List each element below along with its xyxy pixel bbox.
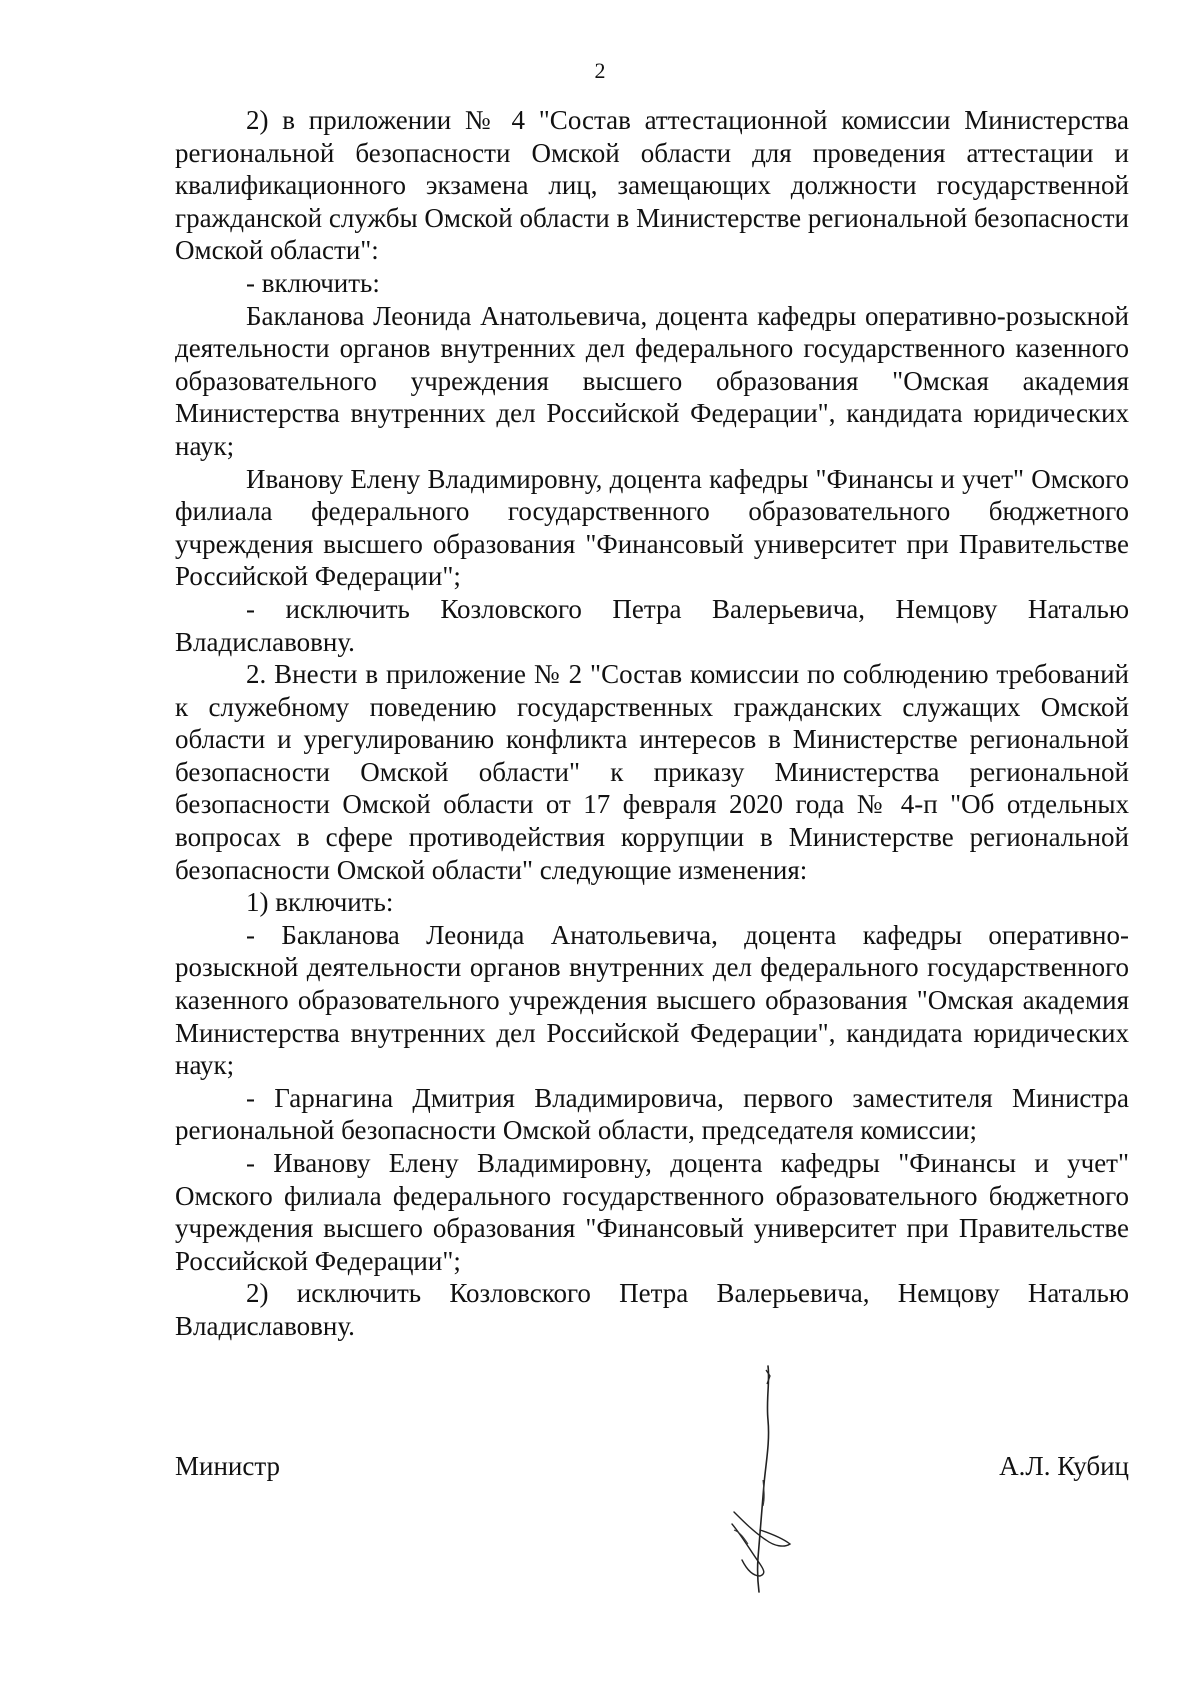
signature-name: А.Л. Кубиц (999, 1451, 1129, 1481)
paragraph-baklanov-2: - Бакланова Леонида Анатольевича, доцента кафедры оперативно-розыскной деятельности органов внутренних дел федерального государственного казенного образовательного учреждения высшего образования "Омская академия Министерства внутренних дел Российской Федерации", кандидата юридических наук; (175, 919, 1129, 1081)
paragraph-include-heading: - включить: (246, 267, 380, 298)
paragraph-exclude: - исключить Козловского Петра Валерьевича, Немцову Наталью Владиславовну. (175, 593, 1129, 657)
paragraph-baklanov: Бакланова Леонида Анатольевича, доцента кафедры оперативно-розыскной деятельности органов внутренних дел федерального государственного казенного образовательного учреждения высшего образования "Омская академия Министерства внутренних дел Российской Федерации", кандидата юридических наук; (175, 300, 1129, 461)
page-number: 2 (594, 58, 606, 83)
signature-position-title: Министр (175, 1451, 280, 1481)
paragraph-item-2-amend: 2. Внести в приложение № 2 "Состав комиссии по соблюдению требований к служебному поведению государственных гражданских служащих Омской области и урегулированию конфликта интересов в Министерстве региональной безопасности Омской области" к приказу Министерства региональной безопасности Омской области от 17 февраля 2020 года № 4-п "Об отдельных вопросах в сфере противодействия коррупции в Министерстве региональной безопасности Омской области" следующие изменения: (175, 659, 1129, 885)
handwritten-signature (730, 1362, 840, 1594)
paragraph-exclude-2: 2) исключить Козловского Петра Валерьевича, Немцову Наталью Владиславовну. (175, 1278, 1129, 1341)
document-body (175, 104, 1129, 1343)
paragraph-garnagin: - Гарнагина Дмитрия Владимировича, первого заместителя Министра региональной безопасности Омской области, председателя комиссии; (175, 1082, 1129, 1146)
paragraph-ivanova-2: - Иванову Елену Владимировну, доцента кафедры "Финансы и учет" Омского филиала федерального государственного образовательного бюджетного учреждения высшего образования "Финансовый университет при Правительстве Российской Федерации"; (175, 1148, 1129, 1276)
paragraph-ivanova: Иванову Елену Владимировну, доцента кафедры "Финансы и учет" Омского филиала федерального государственного образовательного бюджетного учреждения высшего образования "Финансовый университет при Правительстве Российской Федерации"; (175, 463, 1129, 592)
paragraph-include-1: 1) включить: (246, 887, 394, 918)
paragraph-appendix-4-intro: 2) в приложении № 4 "Состав аттестационной комиссии Министерства региональной безопасности Омской области для проведения аттестации и квалификационного экзамена лиц, замещающих должности государственной гражданской службы Омской области в Министерстве региональной безопасности Омской области": (175, 105, 1129, 266)
